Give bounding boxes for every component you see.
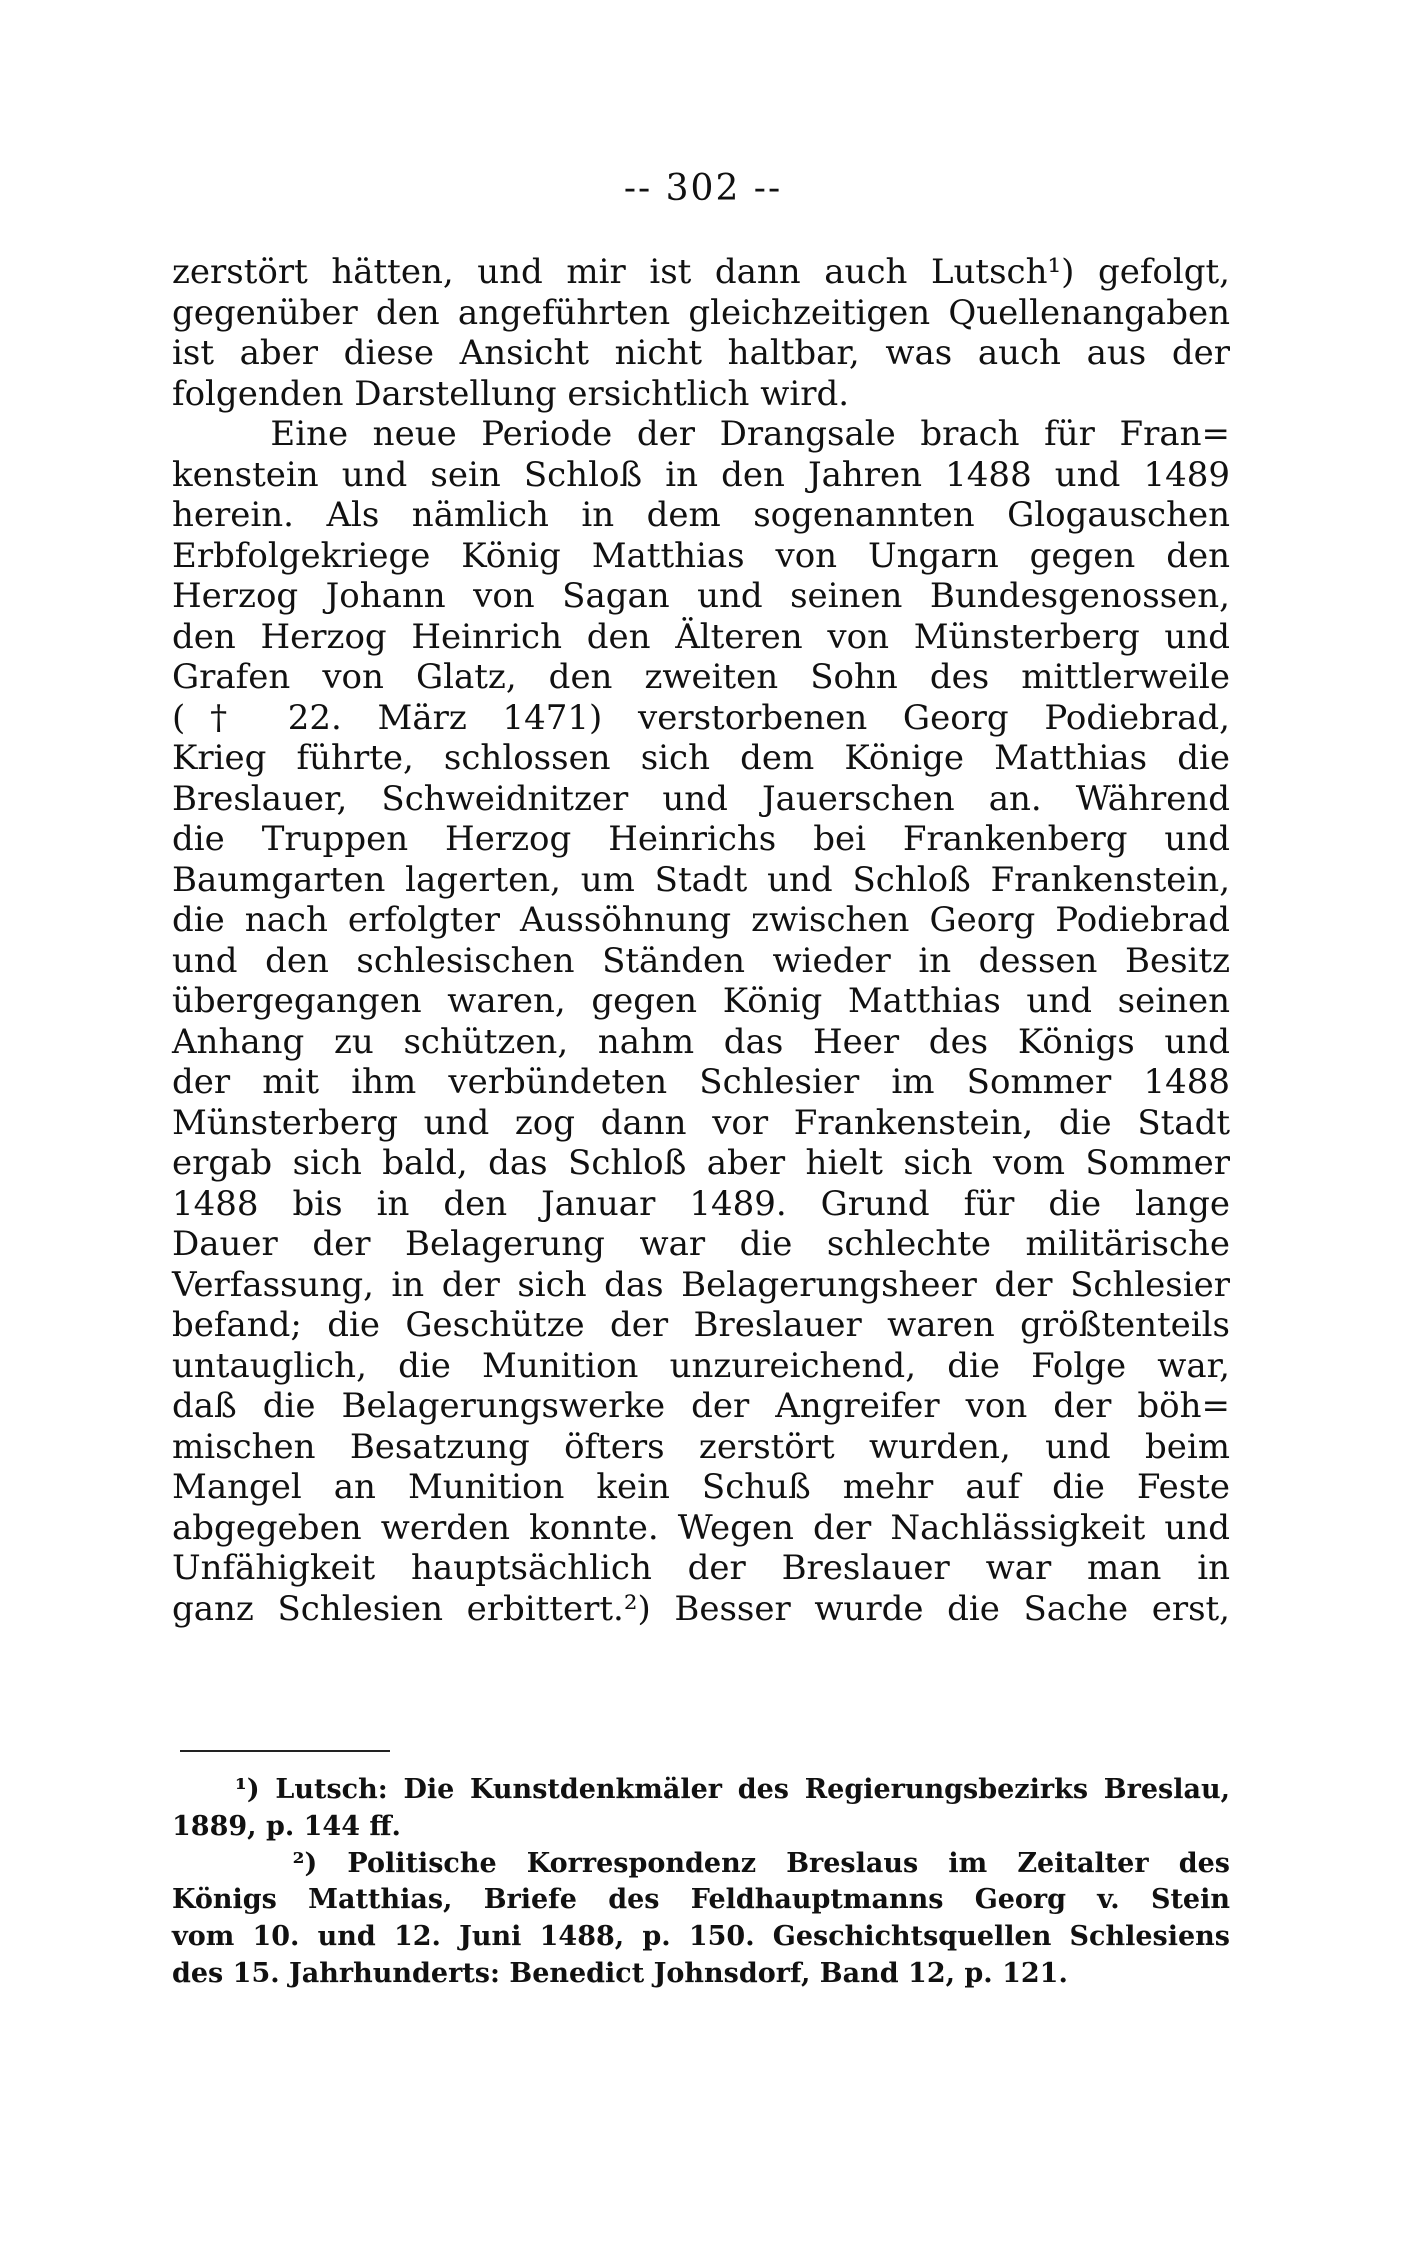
text-line: 1488 bis in den Januar 1489. Grund für die lange	[172, 1183, 1230, 1224]
text-line: ergab sich bald, das Schloß aber hielt sich vom Sommer	[172, 1143, 1230, 1183]
text-line: übergegangen waren, gegen König Matthias und seinen	[172, 981, 1230, 1021]
text-line: die Truppen Herzog Heinrichs bei Frankenberg und	[172, 819, 1230, 859]
text-line: Münsterberg und zog dann vor Frankenstein, die Stadt	[172, 1102, 1230, 1143]
text-line: zerstört hätten, und mir ist dann auch Lutsch¹) gefolgt,	[172, 252, 1230, 292]
text-line: die nach erfolgter Aussöhnung zwischen Georg Podiebrad	[172, 900, 1230, 940]
text-line: Dauer der Belagerung war die schlechte militärische	[172, 1224, 1230, 1264]
text-line: untauglich, die Munition unzureichend, die Folge war,	[172, 1345, 1230, 1386]
text-line: Baumgarten lagerten, um Stadt und Schloß Frankenstein,	[172, 859, 1230, 900]
text-line: Eine neue Periode der Drangsale brach für Fran=	[172, 414, 1230, 454]
footnote-divider	[180, 1750, 390, 1752]
text-line: († 22. März 1471) verstorbenen Georg Podiebrad,	[172, 697, 1230, 738]
text-line: mischen Besatzung öfters zerstört wurden, und beim	[172, 1426, 1230, 1467]
text-line: Anhang zu schützen, nahm das Heer des Königs und	[172, 1021, 1230, 1062]
text-line: Mangel an Munition kein Schuß mehr auf die Feste	[172, 1467, 1230, 1507]
text-line: Herzog Johann von Sagan und seinen Bundesgenossen,	[172, 576, 1230, 616]
text-line: daß die Belagerungswerke der Angreifer von der böh=	[172, 1386, 1230, 1426]
text-line: Breslauer, Schweidnitzer und Jauerschen an. Während	[172, 778, 1230, 819]
body-text	[172, 252, 1230, 1629]
text-line: Unfähigkeit hauptsächlich der Breslauer war man in	[172, 1548, 1230, 1588]
footnote-line: Königs Matthias, Briefe des Feldhauptmanns Georg v. Stein	[172, 1884, 1230, 1916]
footnote-line: ¹) Lutsch: Die Kunstdenkmäler des Regierungsbezirks Breslau,	[172, 1774, 1230, 1805]
footnotes	[172, 1772, 1230, 1993]
text-line: der mit ihm verbündeten Schlesier im Sommer 1488	[172, 1062, 1230, 1102]
text-line: Erbfolgekriege König Matthias von Ungarn gegen den	[172, 535, 1230, 576]
footnote-line: ²) Politische Korrespondenz Breslaus im Zeitalter des	[172, 1847, 1230, 1879]
footnote-line: vom 10. und 12. Juni 1488, p. 150. Geschichtsquellen Schlesiens	[172, 1921, 1230, 1953]
footnote-line: des 15. Jahrhunderts: Benedict Johnsdorf, Band 12, p. 121.	[172, 1957, 1068, 1989]
text-line: Krieg führte, schlossen sich dem Könige Matthias die	[172, 738, 1230, 778]
text-line: befand; die Geschütze der Breslauer waren größtenteils	[172, 1305, 1230, 1345]
text-line: ist aber diese Ansicht nicht haltbar, was auch aus der	[172, 333, 1230, 373]
text-line: und den schlesischen Ständen wieder in dessen Besitz	[172, 940, 1230, 981]
text-line: Verfassung, in der sich das Belagerungsheer der Schlesier	[172, 1264, 1230, 1305]
footnote-line: 1889, p. 144 ff.	[172, 1810, 401, 1842]
text-line: folgenden Darstellung ersichtlich wird.	[172, 373, 850, 414]
text-line: Grafen von Glatz, den zweiten Sohn des mittlerweile	[172, 657, 1230, 697]
text-line: herein. Als nämlich in dem sogenannten Glogauschen	[172, 495, 1230, 535]
text-line: kenstein und sein Schloß in den Jahren 1488 und 1489	[172, 454, 1230, 495]
text-line: abgegeben werden konnte. Wegen der Nachlässigkeit und	[172, 1507, 1230, 1548]
text-line: gegenüber den angeführten gleichzeitigen Quellenangaben	[172, 292, 1230, 333]
text-line: ganz Schlesien erbittert.²) Besser wurde die Sache erst,	[172, 1588, 1230, 1629]
text-line: den Herzog Heinrich den Älteren von Münsterberg und	[172, 616, 1230, 657]
page-number: -- 302 --	[623, 168, 783, 209]
